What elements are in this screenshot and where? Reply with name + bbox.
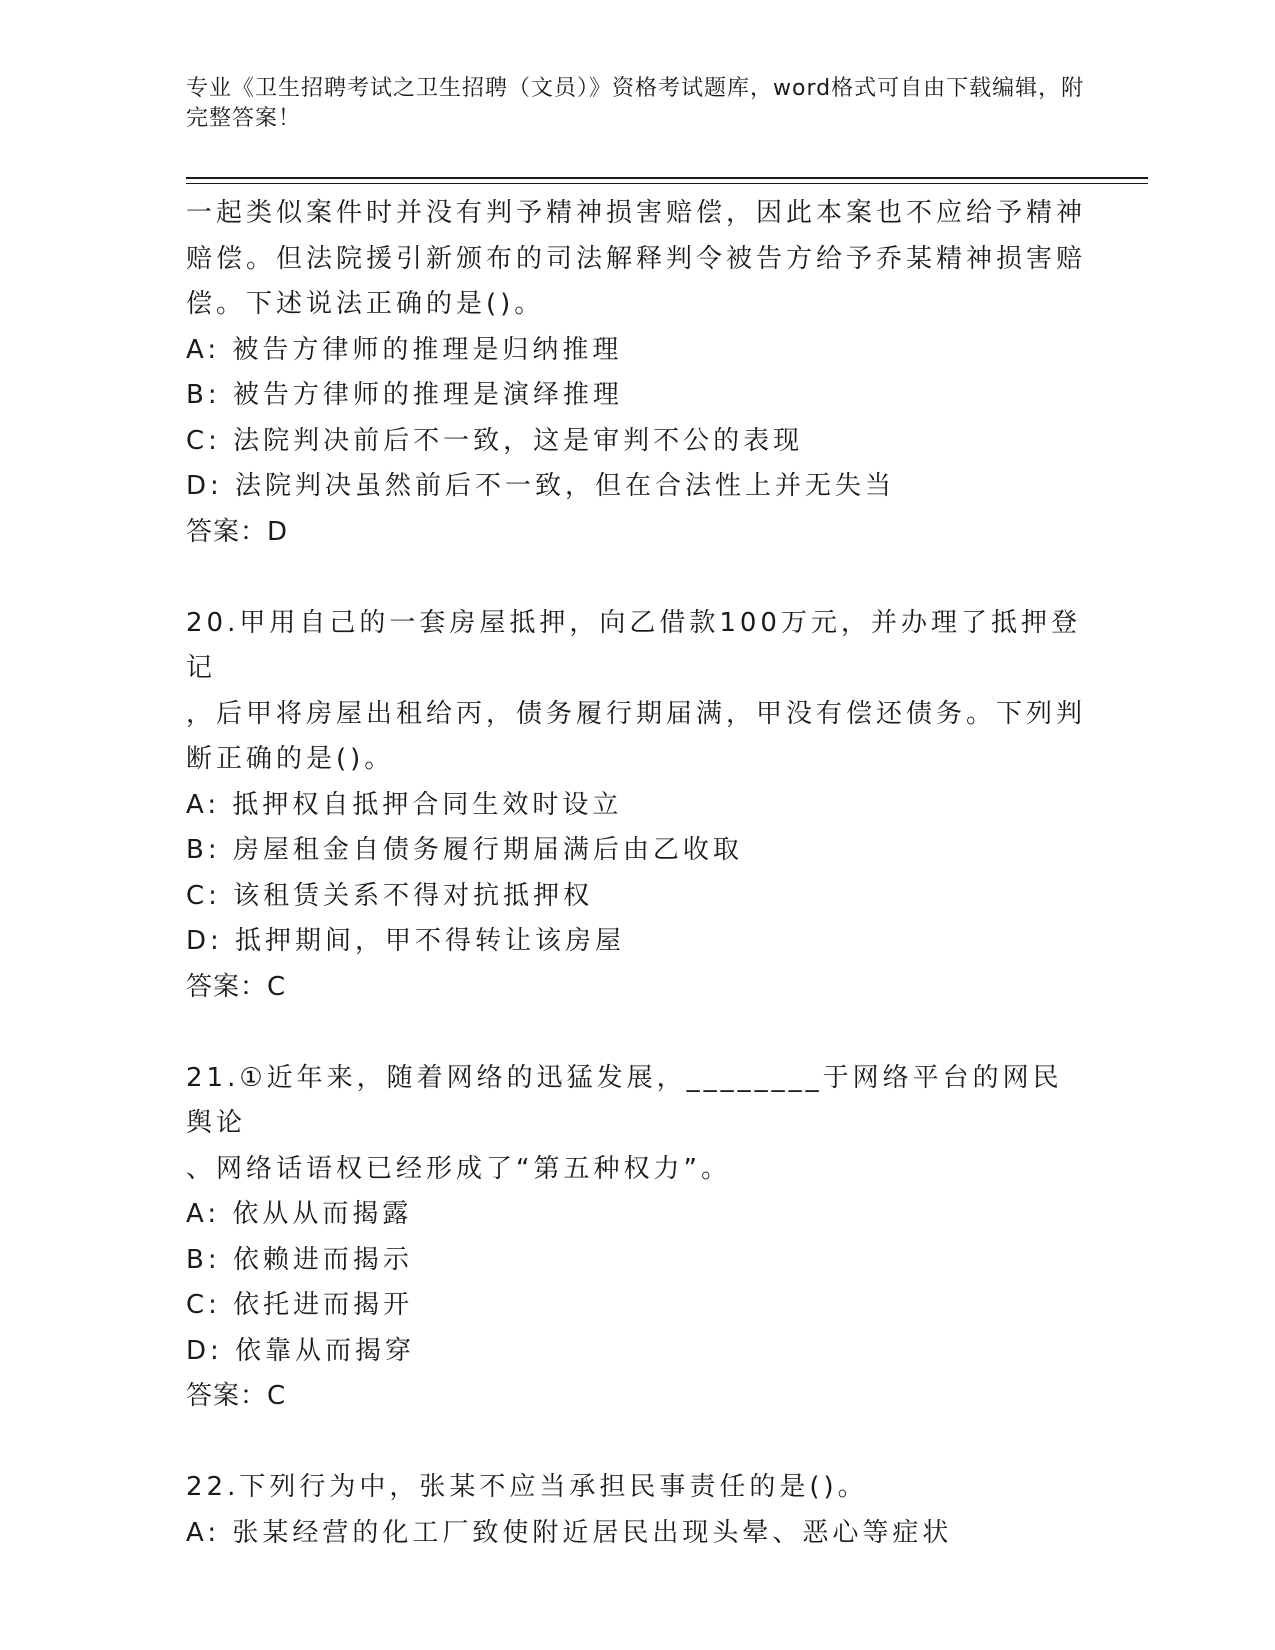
question-stem-line: 20.甲用自己的一套房屋抵押，向乙借款100万元，并办理了抵押登记 — [186, 607, 1081, 683]
header-divider-thin — [186, 183, 1148, 184]
question-21 — [186, 1056, 1086, 1420]
question-stem-line: 、网络话语权已经形成了“第五种权力”。 — [186, 1153, 731, 1184]
option-a: A: 张某经营的化工厂致使附近居民出现头晕、恶心等症状 — [186, 1517, 953, 1548]
header-text: 专业《卫生招聘考试之卫生招聘（文员）》资格考试题库，word格式可自由下载编辑，附完整答案！ — [186, 76, 1085, 131]
question-stem-line: 22.下列行为中，张某不应当承担民事责任的是()。 — [186, 1472, 868, 1502]
question-22 — [186, 1465, 1086, 1556]
option-b: B: 房屋租金自债务履行期届满后由乙收取 — [186, 835, 743, 865]
option-a: A: 抵押权自抵押合同生效时设立 — [186, 789, 623, 820]
answer-line: 答案：D — [186, 516, 289, 547]
option-d: D: 法院判决虽然前后不一致，但在合法性上并无失当 — [186, 471, 896, 501]
question-stem-line: ，后甲将房屋出租给丙，债务履行期届满，甲没有偿还债务。下列判 — [186, 698, 1087, 729]
option-a: A: 依从从而揭露 — [186, 1199, 413, 1229]
header-divider-thick — [186, 177, 1148, 179]
question-20 — [186, 601, 1086, 1011]
spacer — [186, 1420, 1086, 1466]
spacer — [186, 1010, 1086, 1056]
answer-line: 答案：C — [186, 1381, 287, 1411]
option-a: A: 被告方律师的推理是归纳推理 — [186, 334, 623, 365]
option-d: D: 依靠从而揭穿 — [186, 1335, 416, 1366]
question-list — [186, 191, 1086, 1556]
question-stem-line: 断正确的是()。 — [186, 744, 395, 774]
question-stem-line: 偿。下述说法正确的是()。 — [186, 289, 545, 319]
option-c: C: 依托进而揭开 — [186, 1290, 414, 1320]
option-c: C: 法院判决前后不一致，这是审判不公的表现 — [186, 425, 804, 456]
question-stem-line: 赔偿。但法院援引新颁布的司法解释判令被告方给予乔某精神损害赔 — [186, 243, 1087, 274]
answer-line: 答案：C — [186, 971, 287, 1002]
option-b: B: 依赖进而揭示 — [186, 1244, 413, 1275]
option-c: C: 该租赁关系不得对抗抵押权 — [186, 880, 594, 911]
option-b: B: 被告方律师的推理是演绎推理 — [186, 380, 623, 410]
question-19 — [186, 191, 1086, 555]
option-d: D: 抵押期间，甲不得转让该房屋 — [186, 926, 626, 956]
question-stem-line: 一起类似案件时并没有判予精神损害赔偿，因此本案也不应给予精神 — [186, 198, 1087, 228]
document-header — [186, 74, 1086, 134]
question-stem-line: 21.①近年来，随着网络的迅猛发展，________于网络平台的网民舆论 — [186, 1062, 1063, 1138]
spacer — [186, 555, 1086, 601]
